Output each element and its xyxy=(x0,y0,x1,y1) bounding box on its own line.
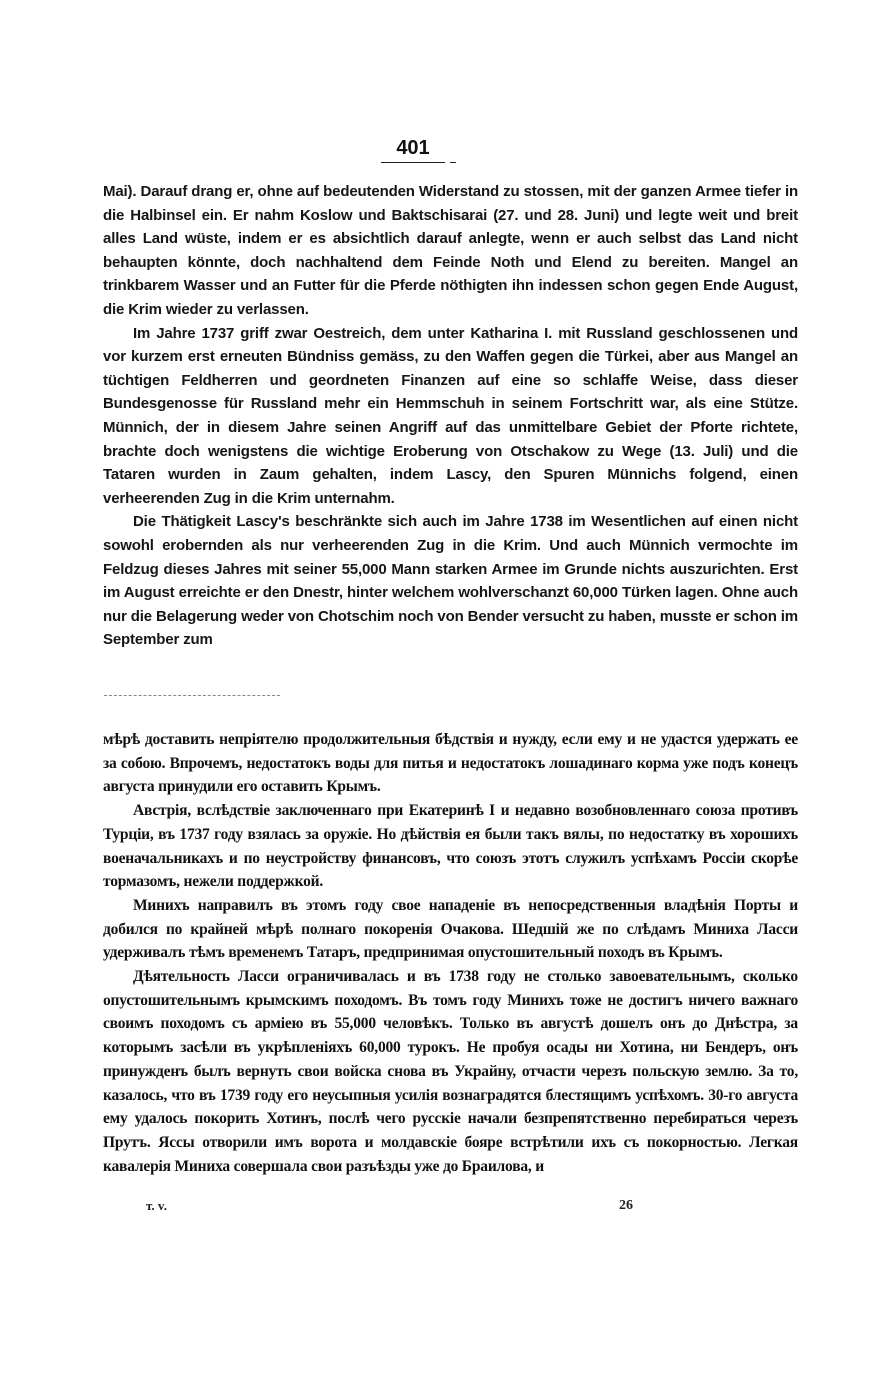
page-number-rule xyxy=(381,162,445,163)
page-number-dash xyxy=(450,162,456,163)
footer-sheet-number: 26 xyxy=(619,1198,633,1213)
russian-paragraph: Дѣятельность Ласси ограничивалась и въ 1738 году не столько завоевательнымъ, сколько опустошительнымъ крымскимъ походомъ. Въ томъ году Минихъ тоже не достигъ ничего важнаго своимъ походомъ съ арміею въ 55,000 человѣкъ. Только въ августѣ дошелъ онъ до Днѣстра, за которымъ засѣли въ укрѣпленіяхъ 60,000 турокъ. Не пробуя осады ни Хотина, ни Бендеръ, онъ принужденъ былъ вернуть свои войска снова въ Украйну, отчасти черезъ польскую землю. За то, казалось, что въ 1739 году его неусыпныя усилія вознаградятся блестящимъ успѣхомъ. 30-го августа ему удалось покорить Хотинъ, послѣ чего русскіе начали безпрепятственно перебираться черезъ Прутъ. Ясcы отворили имъ ворота и молдавскіе бояре встрѣтили ихъ съ покорностью. Легкая кавалерія Миниха совершала свои разъѣзды уже до Браилова, и xyxy=(103,968,798,1175)
german-paragraph: Die Thätigkeit Lascy's beschränkte sich auch im Jahre 1738 im Wesentlichen auf einen nicht sowohl erobernden als nur verheerenden Zug in die Krim. Und auch Münnich vermochte im Feldzug dieses Jahres mit seiner 55,000 Mann starken Armee im Grunde nichts auszurichten. Erst im August erreichte er den Dnestr, hinter welchem wohlverschanzt 60,000 Türken lagen. Ohne auch nur die Belagerung weder von Chotschim noch von Bender versucht zu haben, musste er schon im September zum xyxy=(103,513,798,649)
russian-paragraph: Австрія, вслѣдствіе заключеннаго при Екатеринѣ I и недавно возобновленнаго союза противъ Турціи, въ 1737 году взялась за оружіе. Но дѣйствія ея были такъ вялы, по недостатку въ хорошихъ военачальникахъ и по неустройству финансовъ, что союзъ этотъ служилъ успѣхамъ Россіи скорѣе тормазомъ, нежели поддержкой. xyxy=(103,802,798,891)
german-paragraph: Im Jahre 1737 griff zwar Oestreich, dem unter Katharina I. mit Russland geschlossenen und vor kurzem erst erneuten Bündniss gemäss, zu den Waffen gegen die Türkei, aber aus Mangel an tüchtigen Feldherren und geordneten Finanzen auf eine so schlaffe Weise, dass dieser Bundesgenosse für Russland mehr ein Hemmschuh in seinem Fortschritt war, als eine Stütze. Münnich, der in diesem Jahre seinen Angriff auf das unmittelbare Gebiet der Pforte richtete, brachte doch wenigstens die wichtige Eroberung von Otschakow zu Wege (13. Juli) und die Tataren wurden in Zaum gehalten, indem Lascy, den Spuren Münnichs folgend, einen verheerenden Zug in die Krim unternahm. xyxy=(103,324,798,507)
page-number: 401 xyxy=(396,137,430,159)
russian-paragraph: мѣрѣ доставить непріятелю продолжительныя бѣдствія и нужду, если ему и не удастся удержать ее за собою. Впрочемъ, недостатокъ воды для питья и недостатокъ лошадинаго корма уже подъ конецъ августа принудили его оставить Крымъ. xyxy=(103,731,798,796)
footer-volume-mark: т. v. xyxy=(146,1198,167,1213)
german-text-block xyxy=(103,180,798,652)
russian-paragraph: Минихъ направилъ въ этомъ году свое нападеніе въ непосредственныя владѣнія Порты и добился по крайней мѣрѣ полнаго покоренія Очакова. Шедшій же по слѣдамъ Миниха Ласси удерживалъ тѣмъ временемъ Татаръ, предпринимая опустошительный походъ въ Крымъ. xyxy=(103,896,798,962)
russian-text-block xyxy=(103,728,798,1178)
german-paragraph: Mai). Darauf drang er, ohne auf bedeutenden Widerstand zu stossen, mit der ganzen Armee tiefer in die Halbinsel ein. Er nahm Koslow und Baktschisarai (27. und 28. Juni) und legte weit und breit alles Land wüste, indem er es absichtlich darauf anlegte, wenn er auch selbst das Land nicht behaupten könnte, doch nachhaltend dem Feinde Noth und Elend zu bereiten. Mangel an trinkbarem Wasser und an Futter für die Pferde nöthigten ihn indessen schon gegen Ende August, die Krim wieder zu verlassen. xyxy=(103,183,798,318)
section-separator xyxy=(104,695,280,696)
